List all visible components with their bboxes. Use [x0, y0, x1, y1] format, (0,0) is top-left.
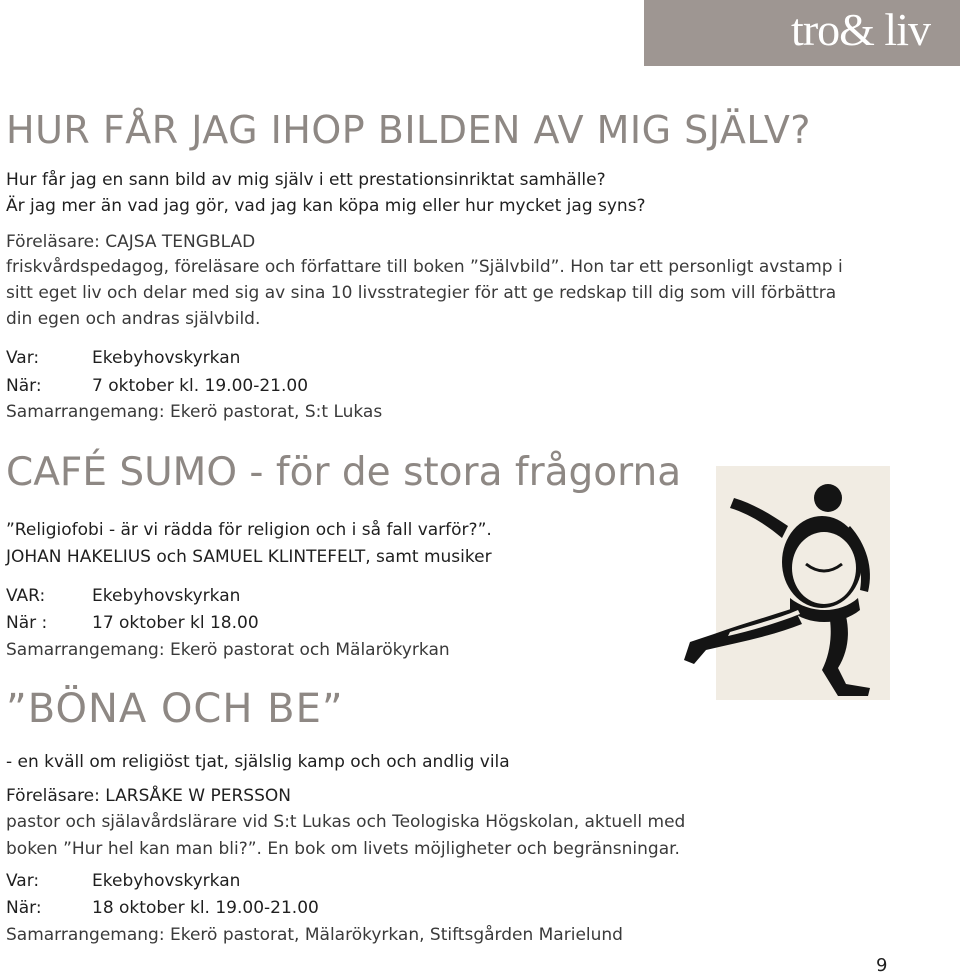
section1-samarrangemang: Samarrangemang: Ekerö pastorat, S:t Lukas — [6, 402, 383, 422]
var-value: Ekebyhovskyrkan — [92, 348, 241, 368]
section3-desc-1: pastor och själavårdslärare vid S:t Lukas och Teologiska Högskolan, aktuell med — [6, 812, 686, 832]
section3-speaker: Föreläsare: LARSÅKE W PERSSON — [6, 786, 291, 806]
section3-desc-2: boken ”Hur hel kan man bli?”. En bok om livets möjligheter och begränsningar. — [6, 839, 680, 859]
section2-title: CAFÉ SUMO - för de stora frågorna — [6, 450, 682, 495]
nar-value: 17 oktober kl 18.00 — [92, 613, 259, 633]
header-banner — [644, 0, 960, 66]
section2-samarrangemang: Samarrangemang: Ekerö pastorat och Mälarökyrkan — [6, 640, 450, 660]
page-number: 9 — [876, 955, 888, 976]
section2-var-row — [6, 586, 406, 606]
var-value: Ekebyhovskyrkan — [92, 871, 241, 891]
banner-title: tro& liv — [791, 4, 930, 55]
section1-desc-3: din egen och andras självbild. — [6, 309, 261, 329]
nar-label: När: — [6, 376, 42, 396]
section1-nar-row — [6, 376, 406, 396]
section2-nar-row — [6, 613, 406, 633]
section3-var-row — [6, 871, 406, 891]
nar-label: När: — [6, 898, 42, 918]
section1-title: HUR FÅR JAG IHOP BILDEN AV MIG SJÄLV? — [6, 108, 811, 152]
section1-desc-1: friskvårdspedagog, föreläsare och författare till boken ”Självbild”. Hon tar ett personligt avstamp i — [6, 257, 843, 277]
nar-value: 7 oktober kl. 19.00-21.00 — [92, 376, 309, 396]
sumo-wrestler-illustration — [670, 464, 892, 702]
section3-title: ”BÖNA OCH BE” — [6, 686, 344, 732]
section1-speaker: Föreläsare: CAJSA TENGBLAD — [6, 232, 256, 252]
nar-label: När : — [6, 613, 48, 633]
section1-var-row — [6, 348, 406, 368]
section3-subtitle: - en kväll om religiöst tjat, själslig kamp och och andlig vila — [6, 752, 510, 772]
section1-line-2: Är jag mer än vad jag gör, vad jag kan köpa mig eller hur mycket jag syns? — [6, 196, 646, 216]
var-label: Var: — [6, 871, 40, 891]
var-label: VAR: — [6, 586, 46, 606]
nar-value: 18 oktober kl. 19.00-21.00 — [92, 898, 319, 918]
section2-speakers: JOHAN HAKELIUS och SAMUEL KLINTEFELT, samt musiker — [6, 547, 492, 567]
section1-line-1: Hur får jag en sann bild av mig själv i ett prestationsinriktat samhälle? — [6, 170, 606, 190]
section3-nar-row — [6, 898, 406, 918]
section2-quote: ”Religiofobi - är vi rädda för religion och i så fall varför?”. — [6, 520, 492, 540]
var-label: Var: — [6, 348, 40, 368]
var-value: Ekebyhovskyrkan — [92, 586, 241, 606]
section1-desc-2: sitt eget liv och delar med sig av sina 10 livsstrategier för att ge redskap till dig som vill förbättra — [6, 283, 837, 303]
section3-samarrangemang: Samarrangemang: Ekerö pastorat, Mälarökyrkan, Stiftsgården Marielund — [6, 925, 623, 945]
